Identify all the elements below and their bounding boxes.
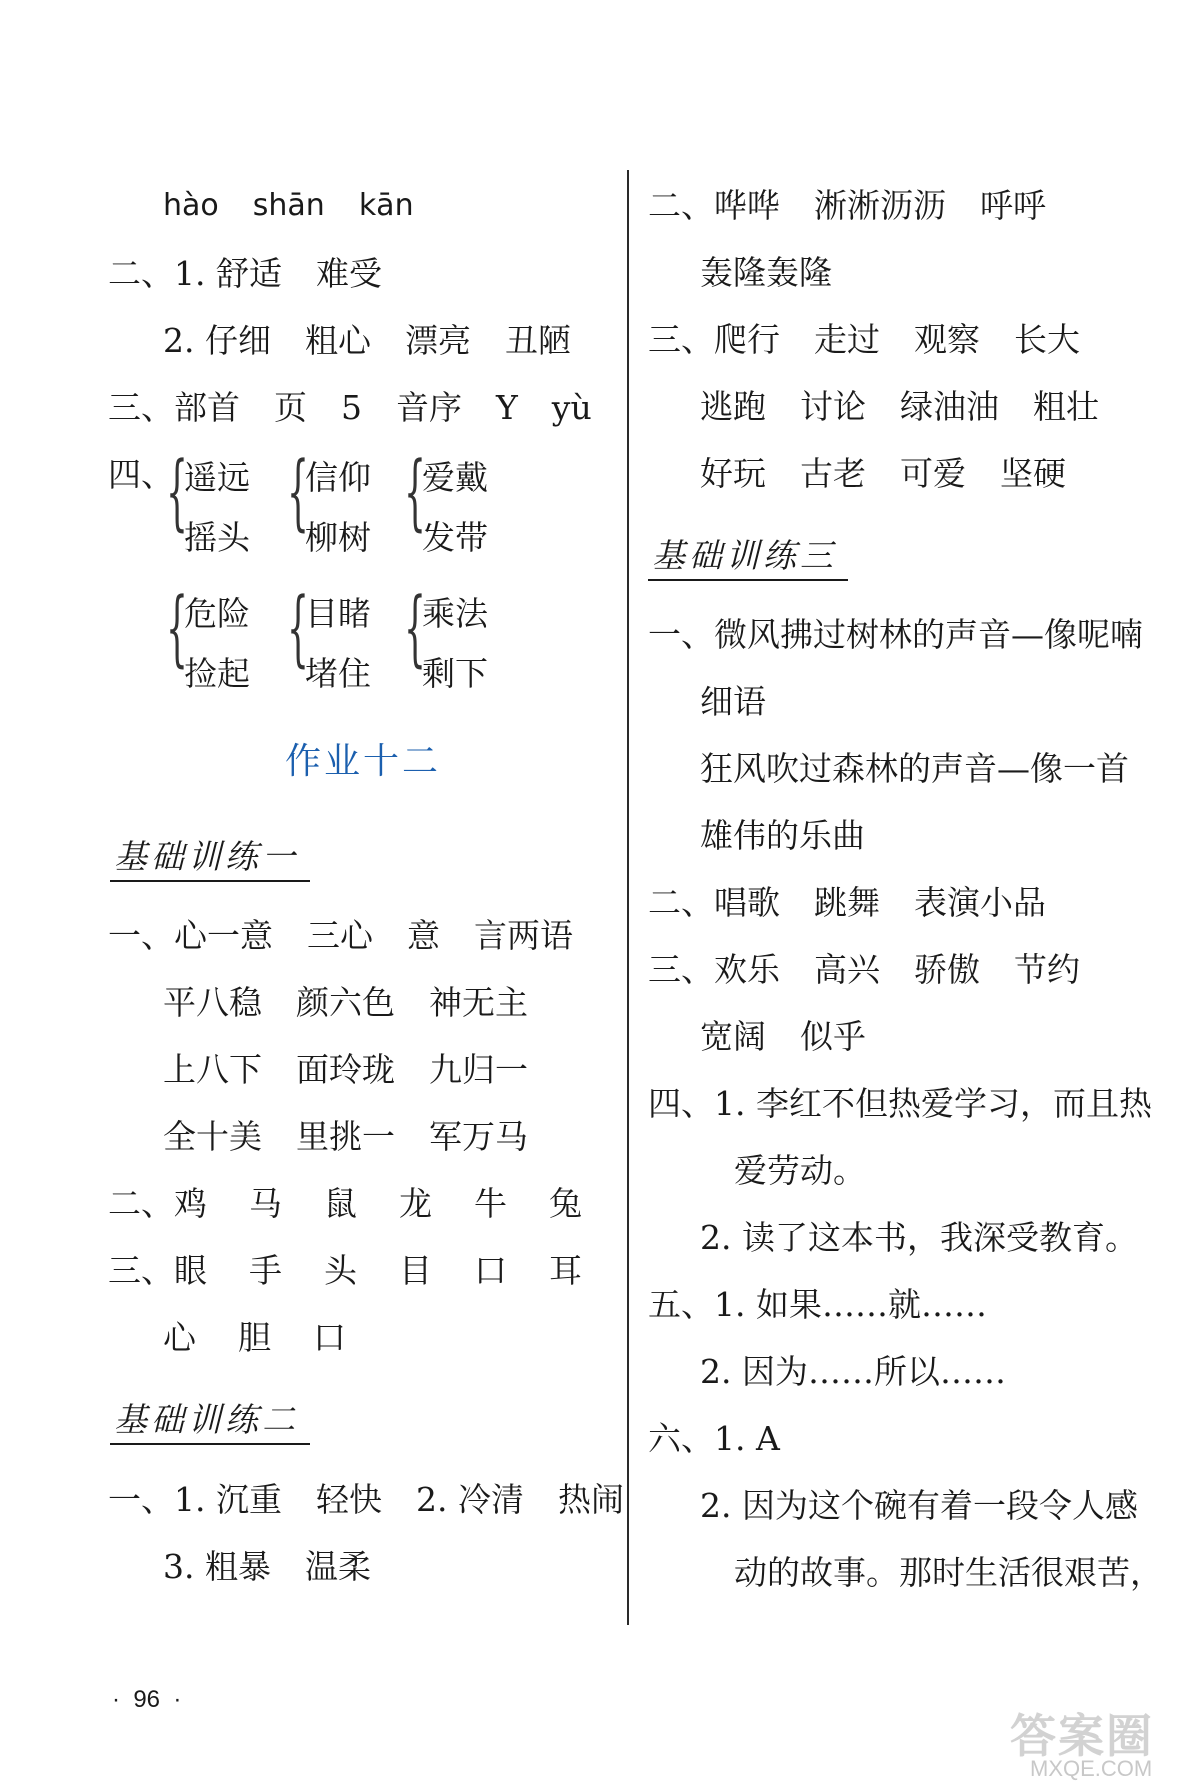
word: 鼠: [324, 1184, 357, 1223]
pair-bottom: 柳树: [305, 518, 371, 557]
watermark-url: MXQE.COM: [1030, 1756, 1153, 1781]
s3-q4-line1: [648, 1084, 1152, 1124]
right-q3-line3: [700, 454, 1066, 494]
s3-q5-line1: [648, 1285, 987, 1325]
word: 眼: [174, 1251, 207, 1290]
word: 爬行: [714, 320, 780, 359]
pinyin-2: shān: [252, 188, 325, 223]
word: 长大: [1014, 320, 1080, 359]
answer-text: A: [756, 1419, 780, 1458]
word: 龙: [399, 1184, 432, 1223]
pinyin-1: hào: [163, 188, 219, 223]
word: 耳: [549, 1251, 582, 1290]
word: 口: [474, 1251, 507, 1290]
brace-icon: {: [287, 581, 309, 676]
word: 九归一: [429, 1050, 528, 1089]
watermark-logo: 答案圈: [1010, 1709, 1154, 1763]
pair-bottom: 剩下: [422, 654, 488, 693]
pair-bottom: 捡起: [184, 654, 250, 693]
left-q4-number: 四、: [108, 455, 174, 494]
word: 温柔: [305, 1547, 371, 1586]
word: 走过: [814, 320, 880, 359]
answer-text: 李红不但热爱学习，而且热: [756, 1084, 1152, 1123]
column-divider: [627, 170, 629, 1625]
question-number: 六、1.: [648, 1419, 746, 1458]
section-title: 基础训练三: [652, 536, 837, 575]
question-number: 三、: [648, 320, 714, 359]
word: 讨论: [800, 387, 866, 426]
word: 绿油油: [900, 387, 999, 426]
page-number-value: 96: [133, 1686, 161, 1713]
section-underline: [110, 1443, 310, 1445]
question-number: 二、: [648, 186, 714, 225]
question-number: 五、1.: [648, 1285, 746, 1324]
question-number: 四、1.: [648, 1084, 746, 1123]
pair-top: 危险: [184, 594, 250, 633]
question-number: 一、: [108, 916, 174, 955]
question-number: 三、: [108, 1251, 174, 1290]
word: 观察: [914, 320, 980, 359]
word: 沉重: [216, 1480, 282, 1519]
word: 粗心: [305, 321, 371, 360]
word: 三心: [307, 916, 373, 955]
s2-q1-line: [108, 1480, 624, 1520]
word: 马: [249, 1184, 282, 1223]
word: 宽阔: [700, 1017, 766, 1056]
section-title: 基础训练二: [114, 1400, 299, 1439]
word: 舒适: [216, 254, 282, 293]
pair-bottom: 堵住: [305, 654, 371, 693]
s3-q1-line2: 细语: [700, 682, 766, 721]
word: 丑陋: [505, 321, 571, 360]
answer-text: 微风拂过树林的声音—像呢喃: [714, 615, 1143, 654]
s3-q6-line3: 动的故事。那时生活很艰苦，: [734, 1553, 1163, 1592]
word: 胆: [238, 1318, 271, 1357]
word: 手: [249, 1251, 282, 1290]
question-number: 三、: [108, 388, 174, 427]
right-q2-line2: [700, 253, 832, 293]
word: 好玩: [700, 454, 766, 493]
s1-q1-row4: [163, 1117, 528, 1157]
question-number: 二、: [108, 1184, 174, 1223]
s3-q1-line1: [648, 615, 1143, 655]
word: 意: [407, 916, 440, 955]
word: 部首: [174, 388, 240, 427]
word: 鸡: [174, 1184, 207, 1223]
s3-q3-line: [648, 950, 1080, 990]
left-q3-line: [108, 388, 592, 428]
word: 音序: [396, 388, 462, 427]
word: 似乎: [800, 1017, 866, 1056]
pair-top: 乘法: [422, 594, 488, 633]
word: yù: [551, 388, 592, 427]
word: 高兴: [814, 950, 880, 989]
word: 表演小品: [914, 883, 1046, 922]
word: 呼呼: [980, 186, 1046, 225]
s3-q2-line: [648, 883, 1046, 923]
brace-icon: {: [287, 445, 309, 540]
word: 难受: [316, 254, 382, 293]
question-number: 二、: [648, 883, 714, 922]
answer-text: 因为这个碗有着一段令人感: [742, 1486, 1138, 1525]
s3-q4-line2: 爱劳动。: [734, 1151, 866, 1190]
word: 骄傲: [914, 950, 980, 989]
word: 仔细: [205, 321, 271, 360]
word: 逃跑: [700, 387, 766, 426]
brace-icon: {: [404, 445, 426, 540]
word: 粗暴: [205, 1547, 271, 1586]
word: 哗哗: [714, 186, 780, 225]
s3-q6-line1: [648, 1419, 780, 1459]
word: Y: [496, 388, 518, 427]
pinyin-line: [163, 186, 414, 226]
word: 5: [341, 388, 362, 427]
word: 跳舞: [814, 883, 880, 922]
s3-q3-line2: [700, 1017, 866, 1057]
word: 2. 冷清: [416, 1480, 524, 1519]
homework-title: 作业十二: [285, 741, 442, 782]
word: 心: [163, 1318, 196, 1357]
left-q2-line: [108, 254, 382, 294]
s3-q6-line2: [700, 1486, 1138, 1526]
section-title: 基础训练一: [114, 837, 299, 876]
word: 唱歌: [714, 883, 780, 922]
word: 心一意: [174, 916, 273, 955]
s1-q1-row1: [108, 916, 573, 956]
word: 里挑一: [296, 1117, 395, 1156]
word: 可爱: [900, 454, 966, 493]
word: 节约: [1014, 950, 1080, 989]
word: 兔: [549, 1184, 582, 1223]
left-q2-item2-line: [163, 321, 571, 361]
pair-top: 目睹: [305, 594, 371, 633]
question-number: 一、1.: [108, 1480, 206, 1519]
section-underline: [648, 579, 848, 581]
question-number: 一、: [648, 615, 714, 654]
word: 神无主: [429, 983, 528, 1022]
pinyin-3: kān: [358, 188, 414, 223]
word: 坚硬: [1000, 454, 1066, 493]
word: 热闹: [557, 1480, 624, 1519]
item-number: 2.: [700, 1486, 732, 1525]
s2-q1-line2: [163, 1547, 371, 1587]
word: 平八稳: [163, 983, 262, 1022]
item-number: 2.: [163, 321, 195, 360]
word: 淅淅沥沥: [814, 186, 946, 225]
word: 目: [399, 1251, 432, 1290]
right-q3-line: [648, 320, 1080, 360]
item-number: 3.: [163, 1547, 195, 1586]
word: 言两语: [474, 916, 573, 955]
word: 古老: [800, 454, 866, 493]
brace-icon: {: [166, 445, 188, 540]
pair-top: 信仰: [305, 458, 371, 497]
right-q3-line2: [700, 387, 1099, 427]
section-underline: [110, 880, 310, 882]
word: 颜六色: [296, 983, 395, 1022]
answer-text: 如果……就……: [756, 1285, 987, 1324]
word: 轰隆轰隆: [700, 253, 832, 292]
word: 欢乐: [714, 950, 780, 989]
word: 粗壮: [1033, 387, 1099, 426]
pair-top: 爱戴: [422, 458, 488, 497]
brace-icon: {: [166, 581, 188, 676]
brace-icon: {: [404, 581, 426, 676]
s1-q1-row2: [163, 983, 528, 1023]
word: 牛: [474, 1184, 507, 1223]
word: 轻快: [316, 1480, 382, 1519]
word: 全十美: [163, 1117, 262, 1156]
question-number: 二、1.: [108, 254, 206, 293]
word: 口: [313, 1318, 346, 1357]
s3-q5-item2: 2. 因为……所以……: [700, 1352, 1006, 1391]
word: 军万马: [429, 1117, 528, 1156]
word: 面玲珑: [296, 1050, 395, 1089]
word: 上八下: [163, 1050, 262, 1089]
word: 页: [274, 388, 307, 427]
s1-q2-line: [108, 1184, 624, 1224]
s3-q1-line4: 雄伟的乐曲: [700, 816, 865, 855]
s3-q4-item2: 2. 读了这本书，我深受教育。: [700, 1218, 1138, 1257]
pair-bottom: 摇头: [184, 518, 250, 557]
word: 头: [324, 1251, 357, 1290]
s1-q3-line2: [163, 1318, 388, 1358]
word: 漂亮: [405, 321, 471, 360]
s1-q1-row3: [163, 1050, 528, 1090]
s1-q3-line: [108, 1251, 624, 1291]
question-number: 三、: [648, 950, 714, 989]
page-number: · 96 ·: [112, 1686, 182, 1713]
pair-bottom: 发带: [422, 518, 488, 557]
pair-top: 遥远: [184, 458, 250, 497]
right-q2-line: [648, 186, 1046, 226]
s3-q1-line3: 狂风吹过森林的声音—像一首: [700, 749, 1129, 788]
